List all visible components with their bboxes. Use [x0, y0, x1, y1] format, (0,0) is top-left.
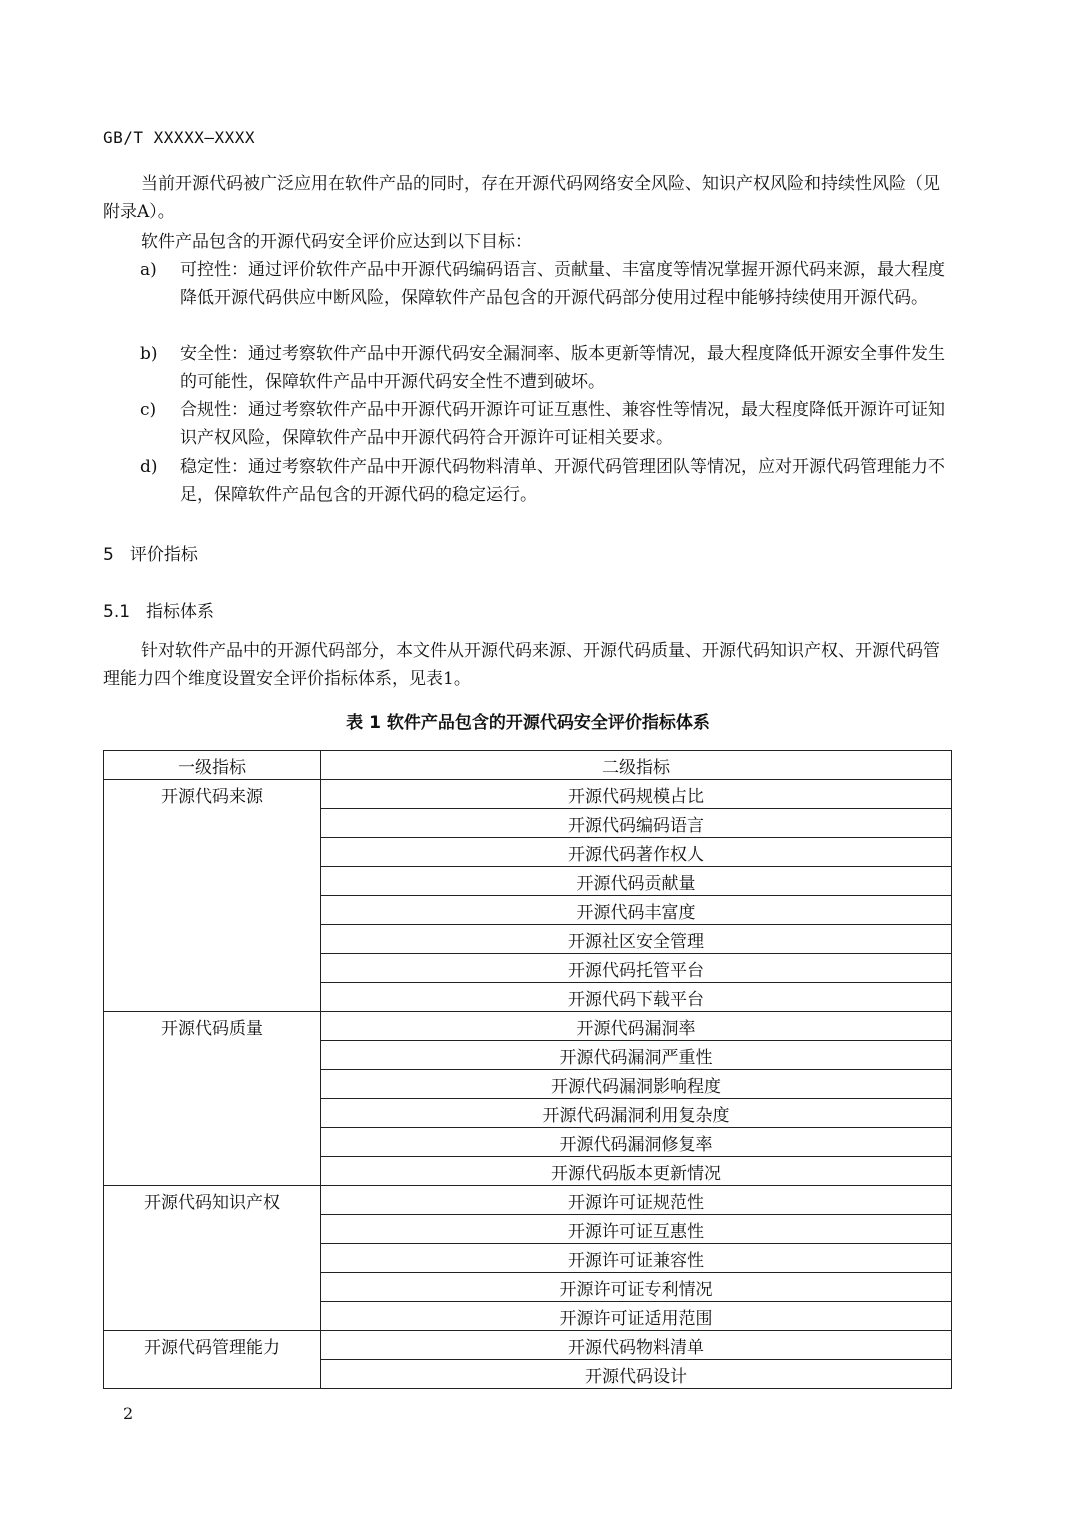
level1-cell: 开源代码管理能力 — [104, 1331, 321, 1389]
goal-item — [140, 453, 952, 509]
level2-cell: 开源代码著作权人 — [321, 838, 952, 867]
level2-cell: 开源代码漏洞修复率 — [321, 1128, 952, 1157]
subsection-paragraph: 针对软件产品中的开源代码部分，本文件从开源代码来源、开源代码质量、开源代码知识产权、开源代码管理能力四个维度设置安全评价指标体系，见表1。 — [103, 641, 940, 689]
indicator-table — [103, 750, 952, 1389]
level2-cell: 开源代码物料清单 — [321, 1331, 952, 1360]
level2-cell: 开源许可证互惠性 — [321, 1215, 952, 1244]
table-row — [104, 1012, 952, 1041]
subsection-number: 5.1 — [103, 602, 131, 622]
level2-cell: 开源许可证适用范围 — [321, 1302, 952, 1331]
table-header-row — [104, 751, 952, 780]
level2-cell: 开源社区安全管理 — [321, 925, 952, 954]
goal-marker: b) — [140, 344, 158, 364]
goal-text: 合规性：通过考察软件产品中开源代码开源许可证互惠性、兼容性等情况，最大程度降低开源许可证知识产权风险，保障软件产品中开源代码符合开源许可证相关要求。 — [180, 400, 945, 448]
table-body — [104, 780, 952, 1389]
section-heading — [103, 540, 198, 565]
goal-marker: a) — [140, 260, 157, 280]
intro-paragraph: 当前开源代码被广泛应用在软件产品的同时，存在开源代码网络安全风险、知识产权风险和持续性风险（见附录A）。 — [103, 174, 940, 222]
section-number: 5 — [103, 545, 114, 565]
document-header: GB/T XXXXX—XXXX — [103, 128, 255, 147]
goal-item — [140, 340, 952, 396]
level2-cell: 开源代码丰富度 — [321, 896, 952, 925]
level2-cell: 开源代码规模占比 — [321, 780, 952, 809]
goal-marker: c) — [140, 400, 157, 420]
level2-cell: 开源代码版本更新情况 — [321, 1157, 952, 1186]
level2-cell: 开源代码漏洞影响程度 — [321, 1070, 952, 1099]
goal-marker: d) — [140, 457, 158, 477]
level1-cell: 开源代码来源 — [104, 780, 321, 1012]
subsection-title: 指标体系 — [146, 602, 215, 622]
table-row — [104, 1186, 952, 1215]
goals-intro: 软件产品包含的开源代码安全评价应达到以下目标： — [141, 232, 532, 252]
goal-text: 可控性：通过评价软件产品中开源代码编码语言、贡献量、丰富度等情况掌握开源代码来源，最大程度降低开源代码供应中断风险，保障软件产品包含的开源代码部分使用过程中能够持续使用开源代码。 — [180, 260, 945, 308]
level2-cell: 开源代码贡献量 — [321, 867, 952, 896]
level2-cell: 开源许可证规范性 — [321, 1186, 952, 1215]
level2-cell: 开源代码下载平台 — [321, 983, 952, 1012]
column-header-level1: 一级指标 — [104, 751, 321, 780]
level2-cell: 开源代码设计 — [321, 1360, 952, 1389]
level2-cell: 开源许可证专利情况 — [321, 1273, 952, 1302]
page-number: 2 — [123, 1404, 134, 1423]
goal-text: 稳定性：通过考察软件产品中开源代码物料清单、开源代码管理团队等情况，应对开源代码管理能力不足，保障软件产品包含的开源代码的稳定运行。 — [180, 457, 945, 505]
level1-cell: 开源代码质量 — [104, 1012, 321, 1186]
goal-item — [140, 396, 952, 452]
level2-cell: 开源代码漏洞利用复杂度 — [321, 1099, 952, 1128]
level2-cell: 开源代码托管平台 — [321, 954, 952, 983]
level2-cell: 开源许可证兼容性 — [321, 1244, 952, 1273]
section-title: 评价指标 — [129, 545, 198, 565]
subsection-heading — [103, 597, 214, 622]
goal-item — [140, 256, 952, 312]
goal-text: 安全性：通过考察软件产品中开源代码安全漏洞率、版本更新等情况，最大程度降低开源安全事件发生的可能性，保障软件产品中开源代码安全性不遭到破坏。 — [180, 344, 945, 392]
table-row — [104, 1331, 952, 1360]
level2-cell: 开源代码漏洞严重性 — [321, 1041, 952, 1070]
table-caption: 表 1 软件产品包含的开源代码安全评价指标体系 — [346, 713, 710, 733]
table-row — [104, 780, 952, 809]
level2-cell: 开源代码漏洞率 — [321, 1012, 952, 1041]
column-header-level2: 二级指标 — [321, 751, 952, 780]
level2-cell: 开源代码编码语言 — [321, 809, 952, 838]
level1-cell: 开源代码知识产权 — [104, 1186, 321, 1331]
